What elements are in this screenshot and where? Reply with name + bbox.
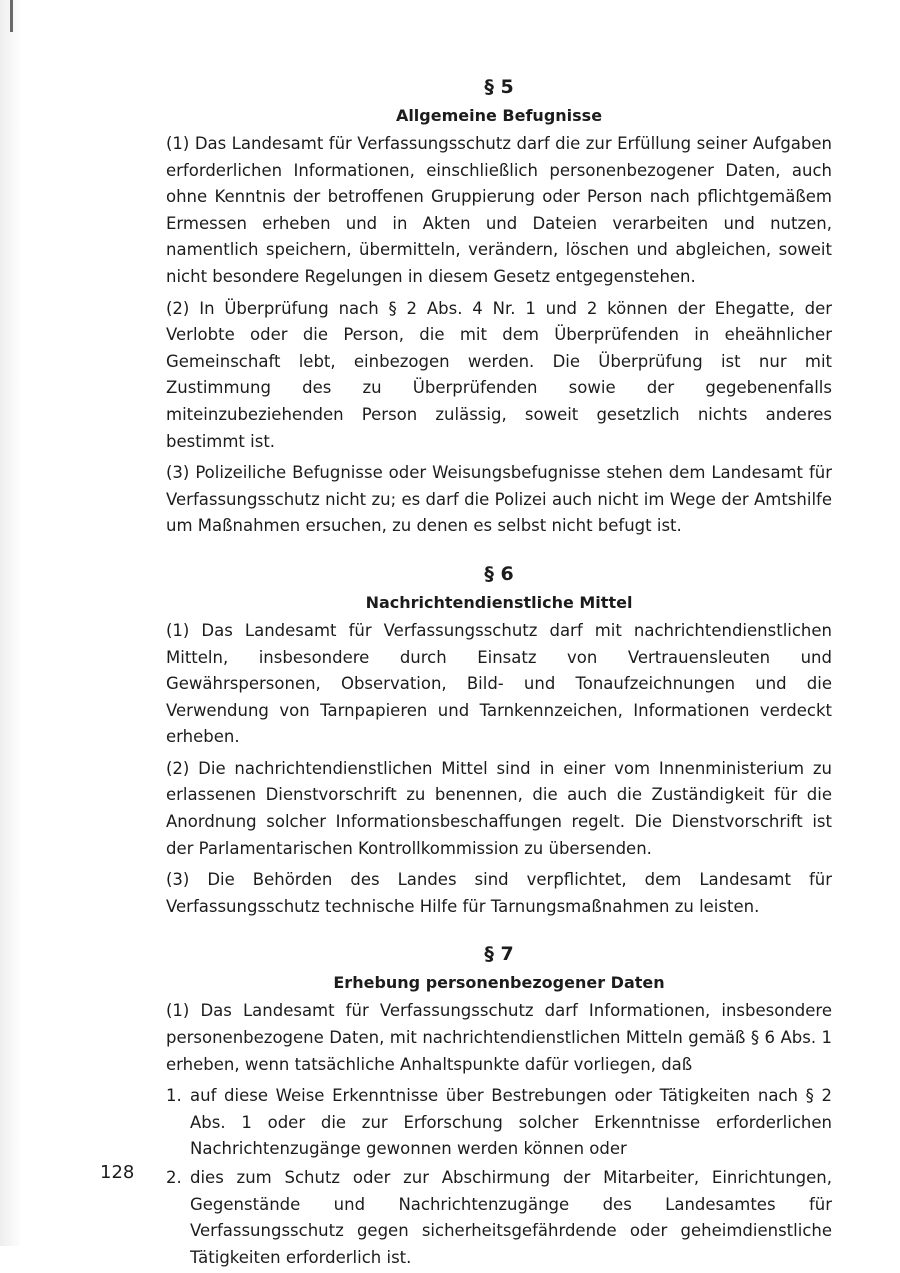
list-item [166, 1083, 832, 1163]
list-item-number: 1. [166, 1086, 182, 1106]
list-item-text: auf diese Weise Erkenntnisse über Bestrebungen oder Tätigkeiten nach § 2 Abs. 1 oder die zur Erforschung solcher Erkenntnisse erforderlichen Nachrichtenzugänge gewonnen werden können oder [190, 1086, 832, 1159]
page-number: 128 [100, 1162, 135, 1183]
paragraph: (3) Polizeiliche Befugnisse oder Weisungsbefugnisse stehen dem Landesamt für Verfassungsschutz nicht zu; es darf die Polizei auch nicht im Wege der Amtshilfe um Maßnahmen ersuchen, zu denen es selbst nicht befugt ist. [166, 463, 832, 536]
paragraph: (2) Die nachrichtendienstlichen Mittel sind in einer vom Innenministerium zu erlassenen Dienstvorschrift zu benennen, die auch die Zuständigkeit für die Anordnung solcher Informationsbeschaffungen regelt. Die Dienstvorschrift ist der Parlamentarischen Kontrollkommission zu übersenden. [166, 758, 832, 858]
section-number: § 7 [484, 943, 514, 966]
paragraph: (3) Die Behörden des Landes sind verpflichtet, dem Landesamt für Verfassungsschutz technische Hilfe für Tarnungsmaßnahmen zu leisten. [166, 870, 832, 916]
paragraph: (1) Das Landesamt für Verfassungsschutz darf Informationen, insbesondere personenbezogene Daten, mit nachrichtendienstlichen Mitteln gemäß § 6 Abs. 1 erheben, wenn tatsächliche Anhaltspunkte dafür vorliegen, daß [166, 1001, 832, 1074]
paragraph: (1) Das Landesamt für Verfassungsschutz darf mit nachrichtendienstlichen Mitteln, insbesondere durch Einsatz von Vertrauensleuten und Gewährspersonen, Observation, Bild- und Tonaufzeichnungen und die Verwendung von Tarnpapieren und Tarnkennzeichen, Informationen verdeckt erheben. [166, 620, 832, 747]
list-item-number: 2. [166, 1168, 182, 1187]
enumeration-list [166, 1083, 832, 1271]
section-number: § 6 [484, 562, 514, 585]
page-content [166, 72, 832, 1273]
list-item-text: dies zum Schutz oder zur Abschirmung der Mitarbeiter, Einrichtungen, Gegenstände und Nachrichtenzugänge des Landesamtes für Verfassungsschutz gegen sicherheitsgefährdende oder geheimdienstliche Tätigkeiten erforderlich ist. [190, 1168, 832, 1267]
list-item [166, 1165, 832, 1271]
binding-mark [10, 0, 13, 32]
binding-shadow [0, 0, 22, 1246]
section-title: Erhebung personenbezogener Daten [333, 973, 665, 993]
paragraph: (1) Das Landesamt für Verfassungsschutz darf die zur Erfüllung seiner Aufgaben erforderlichen Informationen, einschließlich personenbezogener Daten, auch ohne Kenntnis der betroffenen Gruppierung oder Person nach pflichtgemäßem Ermessen erheben und in Akten und Dateien verarbeiten und nutzen, namentlich speichern, übermitteln, verändern, löschen und abgleichen, soweit nicht besondere Regelungen in diesem Gesetz entgegenstehen. [166, 134, 832, 286]
section-title: Allgemeine Befugnisse [395, 106, 603, 125]
paragraph: (2) In Überprüfung nach § 2 Abs. 4 Nr. 1 und 2 können der Ehegatte, der Verlobte oder die Person, die mit dem Überprüfenden in eheähnlicher Gemeinschaft lebt, einbezogen werden. Die Überprüfung ist nur mit Zustimmung des zu Überprüfenden sowie der gegebenenfalls miteinzubeziehenden Person zulässig, soweit gesetzlich nichts anderes bestimmt ist. [166, 298, 832, 451]
section-number: § 5 [484, 76, 514, 98]
section-title: Nachrichtendienstliche Mittel [365, 592, 633, 612]
